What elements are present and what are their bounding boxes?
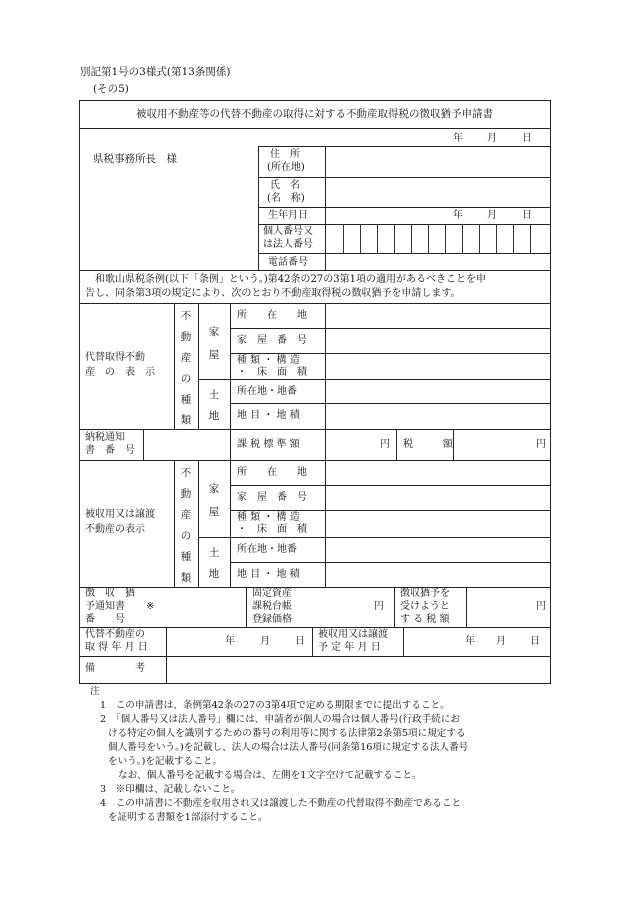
tax-notice-label-sub: 書 番 号 (85, 445, 135, 456)
date-day-label: 日 (522, 133, 532, 144)
note-4-cont: を証明する書類を1部添付すること。 (108, 812, 268, 823)
birth-day-label: 日 (522, 210, 532, 221)
house-char: 家 (208, 483, 220, 495)
kind-char: の (180, 530, 192, 542)
deferral-notice-label-3: 番 号 (85, 614, 125, 625)
land-char: 地 (208, 410, 220, 422)
acq-day-label: 日 (295, 636, 305, 647)
yen-unit: 円 (536, 601, 546, 612)
note-4: 4 この申請書に不動産を収用され又は譲渡した不動産の代替取得不動産であること (100, 798, 462, 809)
addressee: 県税事務所長 様 (93, 153, 177, 165)
kind-char: 類 (180, 572, 192, 584)
expropriated-label: 被収用又は譲渡 (85, 509, 155, 520)
expropriated-row-house-number: 家 屋 番 号 (237, 492, 307, 503)
tax-amount-label: 税 額 (403, 439, 453, 450)
kind-char: の (180, 373, 192, 385)
yen-unit: 円 (380, 439, 390, 450)
birth-month-label: 月 (487, 210, 497, 221)
kind-char: 不 (180, 467, 192, 479)
replacement-row-location: 所 在 地 (237, 310, 307, 321)
expropriated-row-lot: 所在地・地番 (237, 544, 297, 555)
remarks-label: 備 考 (85, 663, 145, 674)
name-label: 氏 名 (270, 180, 300, 191)
tax-standard-label: 課 税 標 準 額 (237, 439, 300, 450)
yen-unit: 円 (374, 601, 384, 612)
notes-heading: 注 (90, 686, 100, 697)
deferral-notice-label-2: 予通知書 (85, 601, 125, 612)
tr-month-label: 月 (496, 636, 506, 647)
note-3: 3 ※印欄は、記載しないこと。 (100, 784, 241, 795)
expropriated-row-location: 所 在 地 (237, 467, 307, 478)
birthdate-label: 生年月日 (268, 210, 308, 221)
tr-day-label: 日 (530, 636, 540, 647)
note-2-supplement: なお、個人番号を記載する場合は、左側を1文字空けて記載すること。 (118, 770, 422, 781)
expropriated-label-sub: 不動産の表示 (85, 524, 145, 535)
assessed-value-label-2: 課税台帳 (252, 601, 292, 612)
house-char: 家 (208, 326, 220, 338)
kind-char: 産 (180, 509, 192, 521)
kind-char: 不 (180, 310, 192, 322)
transfer-date-label: 被収用又は譲渡 (318, 629, 388, 640)
land-char: 土 (208, 389, 220, 401)
note-2-cont: ける特定の個人を識別するための番号の利用等に関する法律第2条第5項に規定する (108, 728, 466, 739)
kind-char: 動 (180, 488, 192, 500)
kind-char: 類 (180, 414, 192, 426)
expropriated-row-floor-area: ・ 床 面 積 (237, 524, 307, 535)
tr-year-label: 年 (465, 636, 475, 647)
assessed-value-label: 固定資産 (252, 588, 292, 599)
kind-char: 種 (180, 551, 192, 563)
yen-unit: 円 (536, 439, 546, 450)
form-sub-number: (その5) (93, 83, 129, 95)
note-2-cont: をいう。)を記載すること。 (108, 756, 223, 767)
expropriated-row-land-category: 地 目 ・ 地 積 (237, 569, 300, 580)
acquisition-date-label: 代替不動産の (85, 629, 145, 640)
name-label-sub: (名 称) (267, 193, 305, 204)
replacement-row-structure: 種 類 ・ 構 造 (237, 355, 300, 366)
land-char: 土 (208, 547, 220, 559)
address-label: 住 所 (270, 149, 300, 160)
replacement-label-sub: 産 の 表 示 (85, 367, 155, 378)
deferral-amount-label-3: す る 税 額 (400, 614, 450, 625)
deferral-amount-label: 徴収猶予を (400, 588, 450, 599)
acquisition-date-label-sub: 取 得 年 月 日 (85, 642, 148, 653)
date-month-label: 月 (487, 133, 497, 144)
statement-line-1: 和歌山県税条例(以下「条例」という。)第42条の27の3第1項の適用があるべきことを申 (95, 274, 486, 285)
expropriated-row-structure: 種 類 ・ 構 造 (237, 512, 300, 523)
replacement-row-land-category: 地 目 ・ 地 積 (237, 410, 300, 421)
phone-label: 電話番号 (268, 257, 308, 268)
assessed-value-label-3: 登録価格 (252, 614, 292, 625)
note-2-cont: 個人番号をいう。)を記載し、法人の場合は法人番号(同条第16項に規定する法人番号 (108, 742, 469, 753)
official-use-mark: ※ (146, 601, 155, 612)
replacement-row-lot: 所在地・地番 (237, 386, 297, 397)
address-label-sub: (所在地) (267, 162, 305, 173)
kind-char: 動 (180, 331, 192, 343)
replacement-row-floor-area: ・ 床 面 積 (237, 367, 307, 378)
transfer-date-label-sub: 予 定 年 月 日 (318, 642, 381, 653)
statement-line-2: 告し、同条第3項の規定により、次のとおり不動産取得税の徴収猶予を申請します。 (85, 288, 461, 299)
acq-month-label: 月 (260, 636, 270, 647)
form-number: 別記第1号の3様式(第13条関係) (80, 66, 231, 78)
deferral-notice-label: 徴 収 猶 (85, 588, 135, 599)
date-year-label: 年 (453, 133, 463, 144)
birth-year-label: 年 (453, 210, 463, 221)
tax-notice-label: 納税通知 (85, 432, 125, 443)
id-number-label: 個人番号又 (263, 226, 313, 237)
land-char: 地 (208, 568, 220, 580)
replacement-row-house-number: 家 屋 番 号 (237, 335, 307, 346)
kind-char: 種 (180, 394, 192, 406)
deferral-amount-label-2: 受けようと (400, 601, 450, 612)
acq-year-label: 年 (225, 636, 235, 647)
house-char: 屋 (208, 349, 220, 361)
id-number-label-sub: は法人番号 (263, 239, 313, 250)
note-2: 2 「個人番号又は法人番号」欄には、申請者が個人の場合は個人番号(行政手続にお (100, 714, 461, 725)
note-1: 1 この申請書は、条例第42条の27の3第4項で定める期限までに提出すること。 (100, 700, 450, 711)
replacement-label: 代替取得不動 (85, 352, 145, 363)
house-char: 屋 (208, 506, 220, 518)
kind-char: 産 (180, 352, 192, 364)
form-title: 被収用不動産等の代替不動産の取得に対する不動産取得税の徴収猶予申請書 (136, 108, 493, 120)
